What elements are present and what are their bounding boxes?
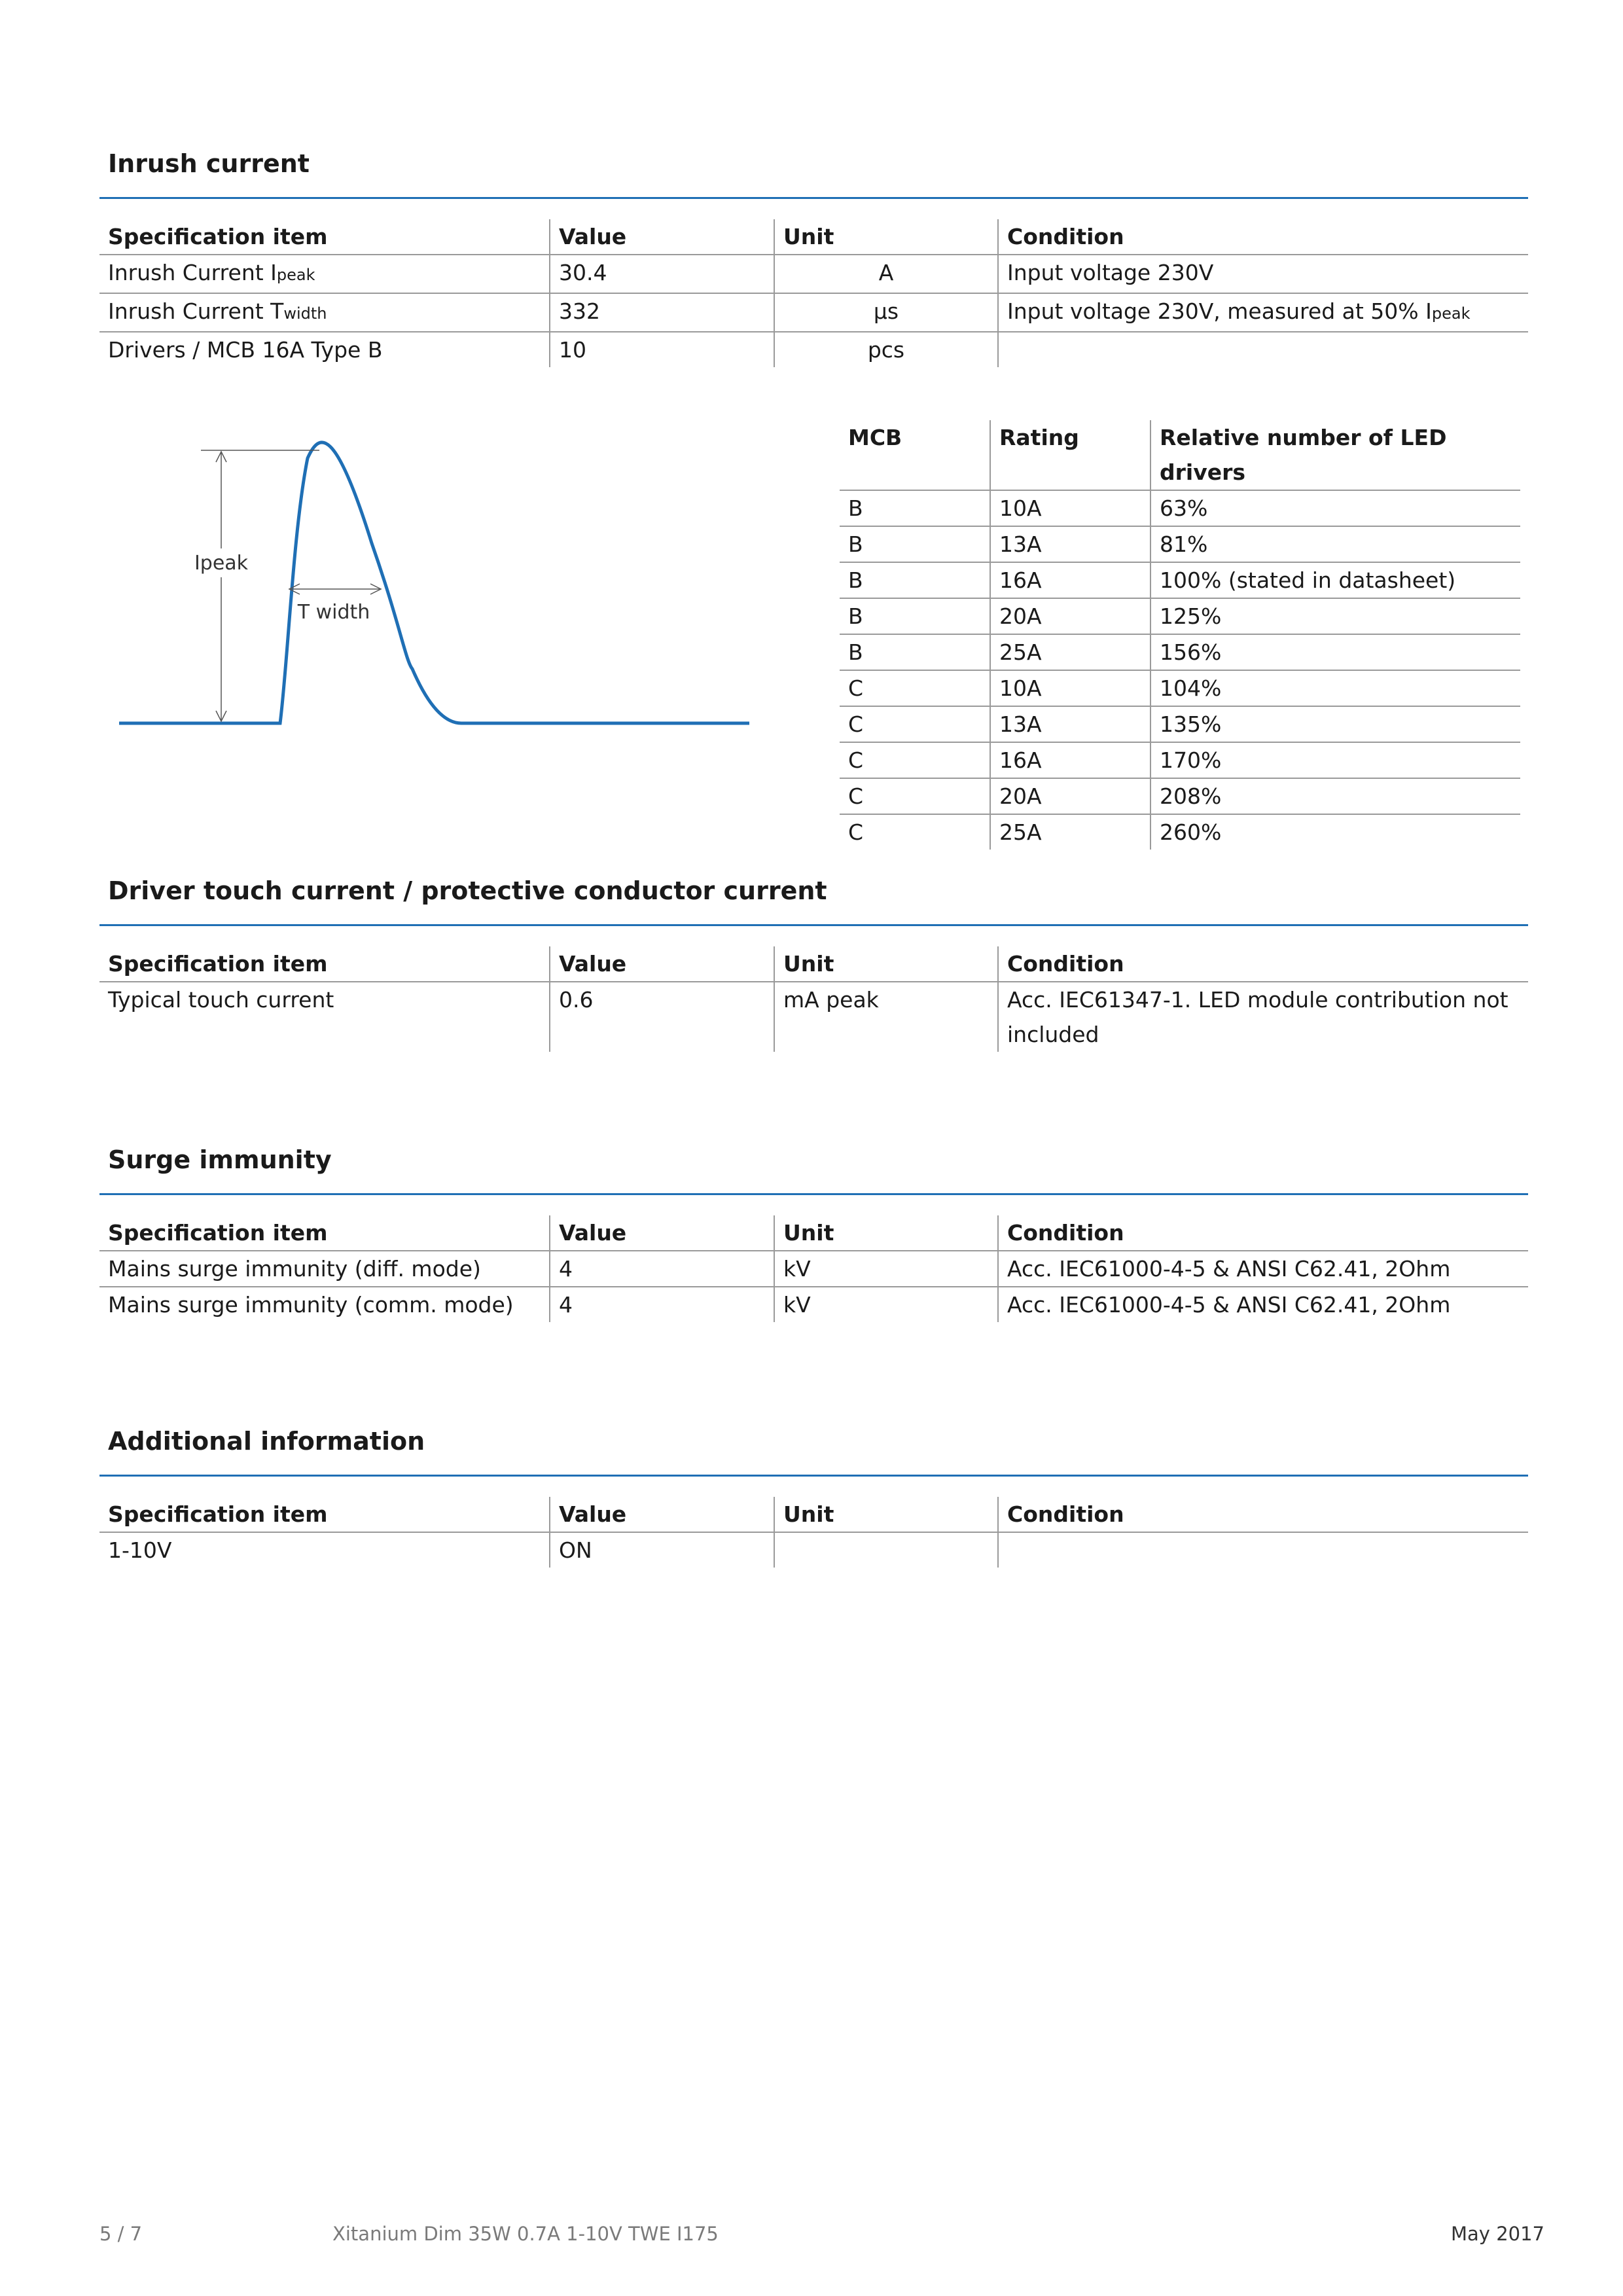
table-row xyxy=(99,1532,1528,1568)
cell-spec-item: Mains surge immunity (comm. mode) xyxy=(108,1292,514,1318)
cell-value: ON xyxy=(550,1532,774,1568)
header-spec-item: Specification item xyxy=(99,946,550,982)
cell-mcb: B xyxy=(840,526,990,562)
waveform-curve xyxy=(119,442,749,723)
header-value: Value xyxy=(550,1497,774,1532)
cell-value: 4 xyxy=(550,1287,774,1322)
section-rule-touch-current xyxy=(99,924,1528,926)
cell-value: 10 xyxy=(550,332,774,367)
table-row xyxy=(840,562,1520,598)
cell-condition: Input voltage 230V, measured at 50% Ipeak xyxy=(998,293,1528,332)
twidth-label: T width xyxy=(297,601,370,624)
cell-rating: 20A xyxy=(990,778,1150,814)
table-row xyxy=(840,814,1520,850)
mcb-table xyxy=(840,420,1520,850)
footer-product-name: Xitanium Dim 35W 0.7A 1-10V TWE I175 xyxy=(332,2223,719,2245)
table-header-row xyxy=(99,946,1528,982)
footer-date: May 2017 xyxy=(1451,2223,1544,2245)
header-unit: Unit xyxy=(774,946,998,982)
section-rule-inrush xyxy=(99,197,1528,199)
cell-unit: kV xyxy=(774,1251,998,1287)
cell-rating: 20A xyxy=(990,598,1150,634)
cell-relative: 100% (stated in datasheet) xyxy=(1150,562,1520,598)
touch-current-table xyxy=(99,946,1528,1052)
cell-relative: 104% xyxy=(1150,670,1520,706)
cell-rating: 10A xyxy=(990,670,1150,706)
surge-table xyxy=(99,1215,1528,1322)
cell-condition: Acc. IEC61347-1. LED module contribution not included xyxy=(998,982,1528,1052)
cell-rating: 25A xyxy=(990,634,1150,670)
cell-mcb: B xyxy=(840,490,990,526)
cell-relative: 156% xyxy=(1150,634,1520,670)
cell-relative: 63% xyxy=(1150,490,1520,526)
cell-rating: 25A xyxy=(990,814,1150,850)
header-value: Value xyxy=(550,1215,774,1251)
cell-spec-item: Typical touch current xyxy=(108,987,334,1013)
header-spec-item: Specification item xyxy=(99,1497,550,1532)
header-condition: Condition xyxy=(998,946,1528,982)
table-row xyxy=(840,670,1520,706)
header-condition: Condition xyxy=(998,1215,1528,1251)
cell-value: 30.4 xyxy=(550,255,774,293)
header-relative-number: Relative number of LED drivers xyxy=(1150,420,1520,490)
cell-relative: 260% xyxy=(1150,814,1520,850)
cell-value: 0.6 xyxy=(550,982,774,1052)
header-spec-item: Specification item xyxy=(99,1215,550,1251)
additional-table xyxy=(99,1497,1528,1568)
cell-unit: pcs xyxy=(774,332,998,367)
cell-value: 4 xyxy=(550,1251,774,1287)
cell-unit: mA peak xyxy=(774,982,998,1052)
table-row xyxy=(840,634,1520,670)
cell-unit: μs xyxy=(774,293,998,332)
cell-condition: Acc. IEC61000-4-5 & ANSI C62.41, 2Ohm xyxy=(998,1287,1528,1322)
table-row xyxy=(99,255,1528,293)
section-title-inrush: Inrush current xyxy=(108,149,310,178)
cell-unit: A xyxy=(774,255,998,293)
header-unit: Unit xyxy=(774,1215,998,1251)
cell-mcb: C xyxy=(840,706,990,742)
cell-spec-item: Mains surge immunity (diff. mode) xyxy=(99,1251,550,1287)
table-row xyxy=(840,598,1520,634)
cell-spec-item: Drivers / MCB 16A Type B xyxy=(108,337,383,363)
header-condition: Condition xyxy=(998,1497,1528,1532)
header-unit: Unit xyxy=(774,219,998,255)
cell-mcb: B xyxy=(840,598,990,634)
cell-spec-item: Inrush Current Ipeak xyxy=(99,255,550,293)
header-value: Value xyxy=(550,219,774,255)
cell-spec-item: 1-10V xyxy=(108,1537,172,1563)
cell-unit xyxy=(774,1532,998,1568)
ipeak-label: Ipeak xyxy=(194,552,249,575)
cell-rating: 13A xyxy=(990,526,1150,562)
cell-condition xyxy=(998,1532,1528,1568)
table-header-row xyxy=(99,219,1528,255)
cell-mcb: C xyxy=(840,778,990,814)
section-title-additional: Additional information xyxy=(108,1427,425,1456)
table-header-row xyxy=(840,420,1520,490)
table-row xyxy=(840,778,1520,814)
table-header-row xyxy=(99,1215,1528,1251)
cell-mcb: C xyxy=(848,819,864,845)
cell-spec-item: Inrush Current Twidth xyxy=(99,293,550,332)
table-row xyxy=(99,293,1528,332)
table-row xyxy=(840,526,1520,562)
table-row xyxy=(99,332,1528,367)
section-title-touch-current: Driver touch current / protective conductor current xyxy=(108,876,827,905)
footer-page-number: 5 / 7 xyxy=(99,2223,143,2245)
header-unit: Unit xyxy=(774,1497,998,1532)
cell-rating: 13A xyxy=(990,706,1150,742)
cell-mcb: B xyxy=(840,634,990,670)
table-row xyxy=(840,490,1520,526)
header-condition: Condition xyxy=(998,219,1528,255)
table-header-row xyxy=(99,1497,1528,1532)
cell-condition: Acc. IEC61000-4-5 & ANSI C62.41, 2Ohm xyxy=(998,1251,1528,1287)
cell-relative: 208% xyxy=(1150,778,1520,814)
section-rule-surge xyxy=(99,1193,1528,1195)
cell-relative: 81% xyxy=(1150,526,1520,562)
cell-mcb: B xyxy=(840,562,990,598)
cell-mcb: C xyxy=(840,670,990,706)
header-mcb: MCB xyxy=(840,420,990,490)
table-row xyxy=(840,706,1520,742)
cell-rating: 16A xyxy=(990,742,1150,778)
table-row xyxy=(99,1251,1528,1287)
section-title-surge: Surge immunity xyxy=(108,1145,332,1174)
table-row xyxy=(99,982,1528,1052)
cell-unit: kV xyxy=(774,1287,998,1322)
header-spec-item: Specification item xyxy=(99,219,550,255)
cell-relative: 135% xyxy=(1150,706,1520,742)
cell-rating: 10A xyxy=(990,490,1150,526)
inrush-table xyxy=(99,219,1528,367)
table-row xyxy=(840,742,1520,778)
cell-relative: 170% xyxy=(1150,742,1520,778)
cell-condition: Input voltage 230V xyxy=(998,255,1528,293)
table-row xyxy=(99,1287,1528,1322)
header-rating: Rating xyxy=(990,420,1150,490)
cell-condition xyxy=(998,332,1528,367)
section-rule-additional xyxy=(99,1475,1528,1477)
inrush-waveform-diagram xyxy=(111,432,766,746)
cell-relative: 125% xyxy=(1150,598,1520,634)
cell-mcb: C xyxy=(840,742,990,778)
cell-value: 332 xyxy=(550,293,774,332)
cell-rating: 16A xyxy=(990,562,1150,598)
header-value: Value xyxy=(550,946,774,982)
